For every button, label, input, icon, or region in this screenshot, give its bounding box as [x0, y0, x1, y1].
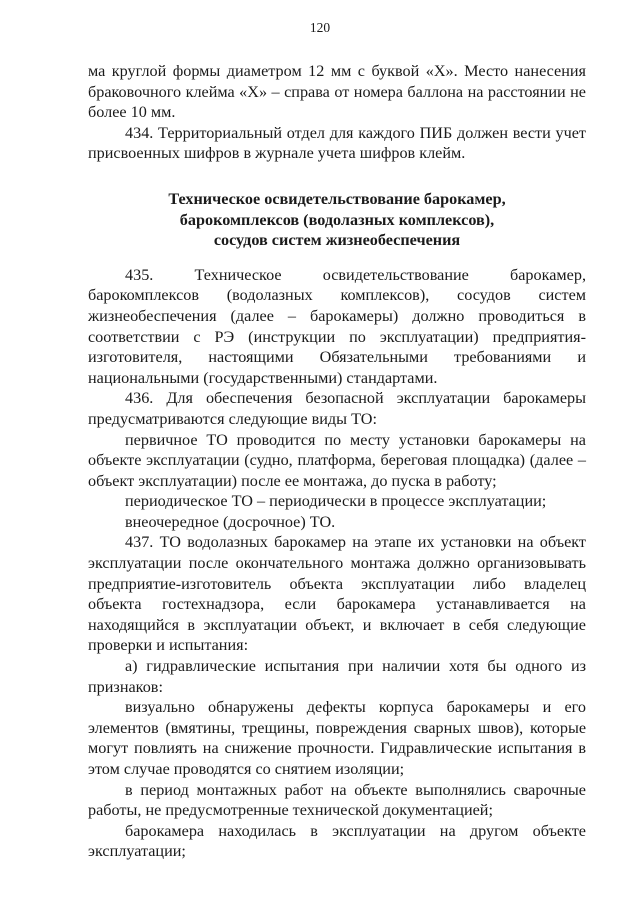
- list-item-visual-defects: визуально обнаружены дефекты корпуса барокамеры и его элементов (вмятины, трещины, повреждения сварных швов), которые могут повлиять на снижение прочности. Гидравлические испытания в этом случае проводятся со снятием изоляции;: [88, 698, 586, 778]
- paragraph-436: 436. Для обеспечения безопасной эксплуатации барокамеры предусматриваются следующие виды ТО:: [88, 389, 586, 428]
- list-item-periodic-to: периодическое ТО – периодически в процессе эксплуатации;: [125, 492, 547, 511]
- list-item-extraordinary-to: внеочередное (досрочное) ТО.: [125, 512, 336, 531]
- page-number: 120: [309, 20, 331, 35]
- section-heading-line-1: Техническое освидетельствование барокамер,: [168, 189, 506, 208]
- section-heading-line-2: барокомплексов (водолазных комплексов),: [179, 210, 495, 229]
- document-body: [88, 61, 586, 862]
- section-heading-line-3: сосудов систем жизнеобеспечения: [213, 231, 461, 250]
- paragraph-435: 435. Техническое освидетельствование барокамер, барокомплексов (водолазных комплексов), сосудов систем жизнеобеспечения (далее – барокамеры) должно проводиться в соответствии с РЭ (инструкции по эксплуатации) предприятия-изготовителя, настоящими Обязательными требованиями и национальными (государственными) стандартами.: [88, 265, 586, 387]
- list-item-primary-to: первичное ТО проводится по месту установки барокамеры на объекте эксплуатации (судно, платформа, береговая площадка) (далее – объект эксплуатации) после ее монтажа, до пуска в работу;: [88, 430, 586, 490]
- list-item-other-object: барокамера находилась в эксплуатации на другом объекте эксплуатации;: [88, 821, 586, 861]
- section-heading: [88, 189, 586, 251]
- list-item-hydraulic-tests: а) гидравлические испытания при наличии хотя бы одного из признаков:: [88, 657, 586, 696]
- paragraph-continuation: ма круглой формы диаметром 12 мм с буквой «Х». Место нанесения браковочного клейма «Х» – справа от номера баллона на расстоянии не более 10 мм.: [88, 62, 586, 122]
- paragraph-437: 437. ТО водолазных барокамер на этапе их установки на объект эксплуатации после окончательного монтажа должно организовывать предприятие-изготовитель объекта эксплуатации либо владелец объекта гостехнадзора, если барокамера устанавливается на находящийся в эксплуатации объект, и включает в себя следующие проверки и испытания:: [88, 533, 586, 655]
- list-item-welding-works: в период монтажных работ на объекте выполнялись сварочные работы, не предусмотренные технической документацией;: [88, 780, 586, 820]
- paragraph-434: 434. Территориальный отдел для каждого ПИБ должен вести учет присвоенных шифров в журнале учета шифров клейм.: [88, 123, 586, 163]
